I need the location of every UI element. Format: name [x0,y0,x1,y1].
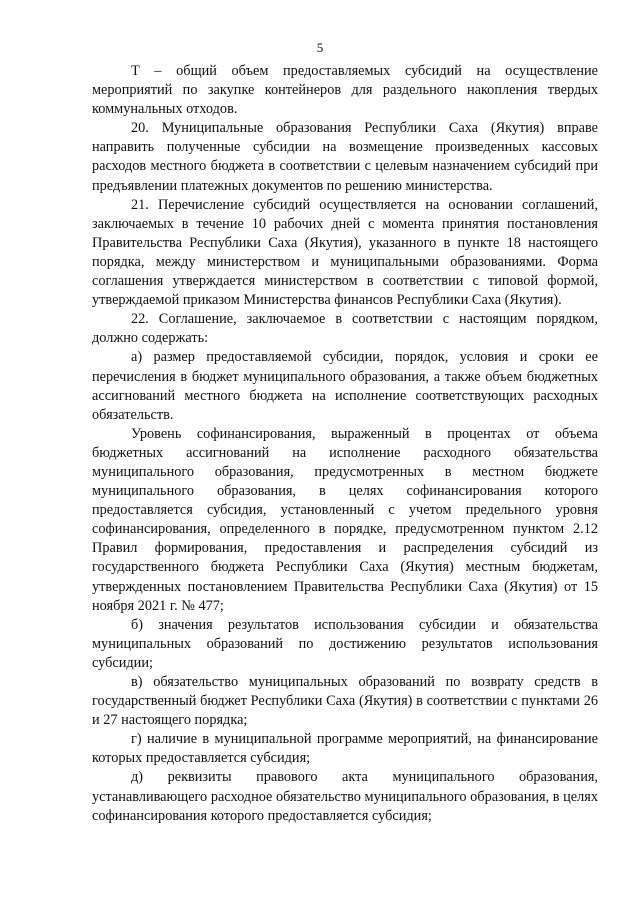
list-item-b: б) значения результатов использования субсидии и обязательства муниципальных образований по достижению результатов использования субсидии; [92,616,598,671]
paragraph-20: 20. Муниципальные образования Республики Саха (Якутия) вправе направить полученные субсидии на возмещение произведенных кассовых расходов местного бюджета в соответствии с целевым назначением субсидий при предъявлении платежных документов по решению министерства. [92,120,598,194]
list-item-v: в) обязательство муниципальных образований по возврату средств в государственный бюджет Республики Саха (Якутия) в соответствии с пунктами 26 и 27 настоящего порядка; [92,674,598,729]
paragraph-total-volume: Т – общий объем предоставляемых субсидий на осуществление мероприятий по закупке контейнеров для раздельного накопления твердых коммунальных отходов. [92,63,598,118]
list-item-a: а) размер предоставляемой субсидии, порядок, условия и сроки ее перечисления в бюджет муниципального образования, а также объем бюджетных ассигнований местного бюджета на исполнение соответствующих расходных обязательств. [92,349,598,423]
paragraph-22: 22. Соглашение, заключаемое в соответствии с настоящим порядком, должно содержать: [92,311,598,347]
page-number: 5 [316,40,324,55]
paragraph-cofinancing-level: Уровень софинансирования, выраженный в процентах от объема бюджетных ассигнований на исполнение расходного обязательства муниципального образования, предусмотренных в местном бюджете муниципального образования, в целях софинансирования которого предоставляется субсидия, установленный с учетом предельного уровня софинансирования, определенного в порядке, предусмотренном пунктом 2.12 Правил формирования, предоставления и распределения субсидий из государственного бюджета Республики Саха (Якутия) местным бюджетам, утвержденных постановлением Правительства Республики Саха (Якутия) от 15 ноября 2021 г. № 477; [92,425,598,614]
paragraph-21: 21. Перечисление субсидий осуществляется на основании соглашений, заключаемых в течение 10 рабочих дней с момента принятия постановления Правительства Республики Саха (Якутия), указанного в пункте 18 настоящего порядка, между министерством и муниципальными образованиями. Форма соглашения утверждается министерством в соответствии с типовой формой, утверждаемой приказом Министерства финансов Республики Саха (Якутия). [92,196,598,309]
list-item-g: г) наличие в муниципальной программе мероприятий, на финансирование которых предоставляется субсидия; [92,731,598,767]
document-body [92,62,598,826]
list-item-d: д) реквизиты правового акта муниципального образования, устанавливающего расходное обязательство муниципального образования, в целях софинансирования которого предоставляется субсидия; [92,769,598,824]
